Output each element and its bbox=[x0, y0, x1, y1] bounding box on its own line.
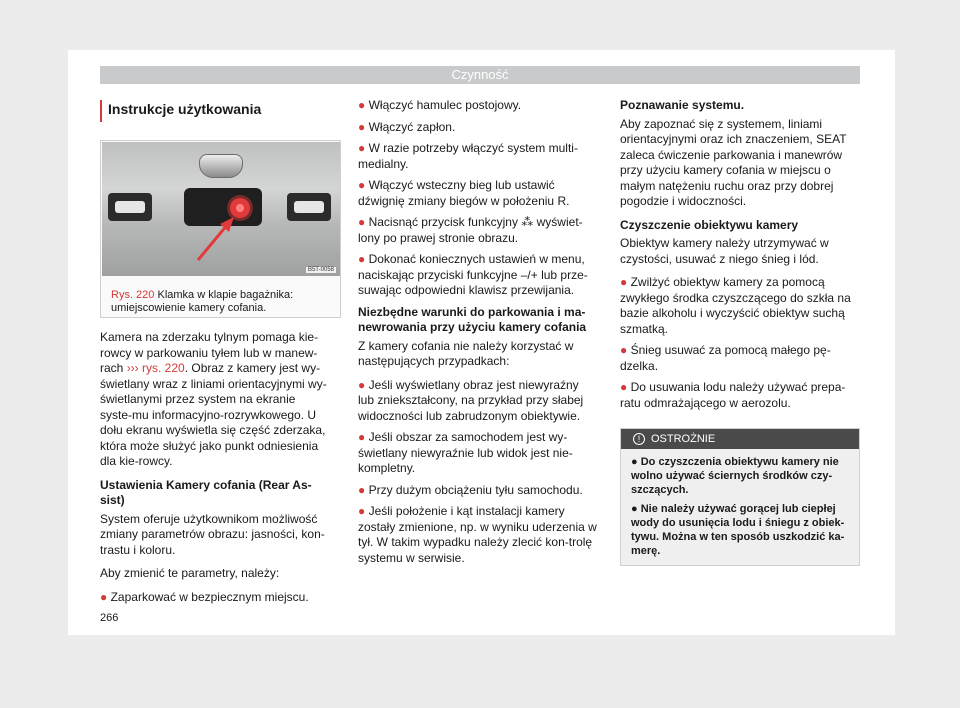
warning-header bbox=[621, 429, 859, 449]
caption-text: Klamka w klapie bagażnika: umiejscowienie kamery cofania. bbox=[111, 289, 294, 314]
bullet-icon: ● bbox=[358, 98, 366, 112]
list-item: ● Przy dużym obciążeniu tyłu samochodu. bbox=[358, 482, 583, 497]
list-item: ● Jeśli obszar za samochodem jest wy-świetlany niewyraźnie lub widok jest nie-kompletny. bbox=[358, 430, 573, 475]
list-item: ● Śnieg usuwać za pomocą małego pę-dzelka. bbox=[620, 343, 831, 373]
list-item: ● Do usuwania lodu należy używać prepa-ratu odmrażającego w aerozolu. bbox=[620, 380, 846, 410]
bullet-icon: ● bbox=[100, 589, 108, 604]
list-item: ● Zaparkować w bezpiecznym miejscu. bbox=[100, 589, 309, 604]
heading: Czyszczenie obiektywu kamery bbox=[620, 217, 799, 232]
warning-item: ● Do czyszczenia obiektywu kamery nie wolno używać ściernych środków czy-szczących. bbox=[631, 456, 839, 496]
list-item: ● Włączyć zapłon. bbox=[358, 119, 456, 134]
bullet-icon: ● bbox=[631, 456, 638, 468]
paragraph: Aby zapoznać się z systemem, liniami orientacyjnymi oraz ich znaczeniem, SEAT zaleca ćwiczenie parkowania i manewrów przy użyciu kamery cofania w miejscu o małym natężeniu ruchu oraz przy dobrej pogodzie i widoczności. bbox=[620, 116, 847, 208]
list-item: ● W razie potrzeby włączyć system multi-medialny. bbox=[358, 141, 578, 171]
paragraph: Obiektyw kamery należy utrzymywać w czystości, usuwać z niego śnieg i lód. bbox=[620, 236, 829, 266]
list-item: ● Nacisnąć przycisk funkcyjny ⁂ wyświet-lony po prawej stronie obrazu. bbox=[358, 215, 583, 245]
arrow-icon bbox=[102, 142, 340, 276]
warning-body bbox=[621, 449, 859, 569]
bullet-icon: ● bbox=[620, 275, 628, 289]
warning-item: ● Nie należy używać gorącej lub ciepłej wody do usunięcia lodu i śniegu z obiek-tywu. Można w ten sposób uszkodzić ka-merę. bbox=[631, 503, 845, 557]
list-item: ● Zwilżyć obiektyw kamery za pomocą zwykłego środka czyszczącego do szkła na bazie alkoholu i wyczyścić obiektyw suchą szmatką. bbox=[620, 275, 851, 336]
bullet-icon: ● bbox=[358, 252, 366, 266]
bullet-icon: ● bbox=[358, 504, 366, 518]
column-1 bbox=[100, 330, 330, 611]
paragraph: Kamera na zderzaku tylnym pomaga kie-rowcy w parkowaniu tyłem lub w manew-rach ››› rys. 220. Obraz z kamery jest wy-świetlany wraz z liniami orientacyjnymi wy-świetlanymi przez system na ekranie syste-mu informacyjno-rozrywkowego. U dołu ekranu wyświetla się część zderzaka, która może służyć jako punkt odniesienia dla kie-rowcy. bbox=[100, 330, 327, 468]
figure-caption bbox=[111, 289, 331, 315]
column-2 bbox=[358, 98, 598, 572]
bullet-icon: ● bbox=[620, 380, 628, 394]
heading: Ustawienia Kamery cofania (Rear As-sist) bbox=[100, 477, 312, 507]
bullet-icon: ● bbox=[358, 377, 366, 392]
paragraph: System oferuje użytkownikom możliwość zmiany parametrów obrazu: jasności, kon-trastu i koloru. bbox=[100, 511, 325, 557]
list-item: ● Jeśli położenie i kąt instalacji kamery zostały zmienione, np. w wyniku uderzenia w tył. W takim wypadku należy zlecić kon-trolę systemu w serwisie. bbox=[358, 504, 597, 565]
bullet-icon: ● bbox=[358, 141, 366, 155]
warning-box bbox=[620, 428, 860, 566]
list-item: ● Włączyć hamulec postojowy. bbox=[358, 98, 522, 112]
figure-photo bbox=[102, 142, 340, 276]
figure bbox=[100, 140, 341, 318]
warning-icon: ! bbox=[633, 433, 645, 445]
warning-title: OSTROŻNIE bbox=[651, 433, 716, 445]
heading: Poznawanie systemu. bbox=[620, 98, 745, 112]
bullet-icon: ● bbox=[358, 178, 366, 192]
list-item: ● Włączyć wsteczny bieg lub ustawić dźwignię zmiany biegów w położeniu R. bbox=[358, 178, 570, 208]
figure-ref: Rys. 220 bbox=[111, 289, 155, 301]
figure-link[interactable]: ››› rys. 220 bbox=[126, 361, 185, 375]
column-3 bbox=[620, 98, 860, 417]
paragraph: Z kamery cofania nie należy korzystać w następujących przypadkach: bbox=[358, 338, 574, 368]
bullet-icon: ● bbox=[358, 430, 366, 444]
list-item: ● Dokonać koniecznych ustawień w menu, naciskając przyciski funkcyjne –/+ lub prze-suwając odpowiedni klawisz przewijania. bbox=[358, 252, 588, 297]
section-title: Instrukcje użytkowania bbox=[100, 100, 340, 122]
chapter-header: Czynność bbox=[100, 66, 860, 84]
paragraph: Aby zmienić te parametry, należy: bbox=[100, 566, 280, 580]
heading: Niezbędne warunki do parkowania i ma-newrowania przy użyciu kamery cofania bbox=[358, 304, 587, 334]
figure-code: B5T-0058 bbox=[307, 267, 334, 273]
bullet-icon: ● bbox=[631, 503, 638, 515]
bullet-icon: ● bbox=[620, 343, 628, 357]
bullet-icon: ● bbox=[358, 482, 366, 497]
bullet-icon: ● bbox=[358, 215, 366, 229]
list-item: ● Jeśli wyświetlany obraz jest niewyraźny lub zniekształcony, na przykład przy słabej widoczności lub zabrudzonym obiektywie. bbox=[358, 377, 584, 423]
page-number: 266 bbox=[100, 612, 119, 624]
bullet-icon: ● bbox=[358, 119, 366, 134]
